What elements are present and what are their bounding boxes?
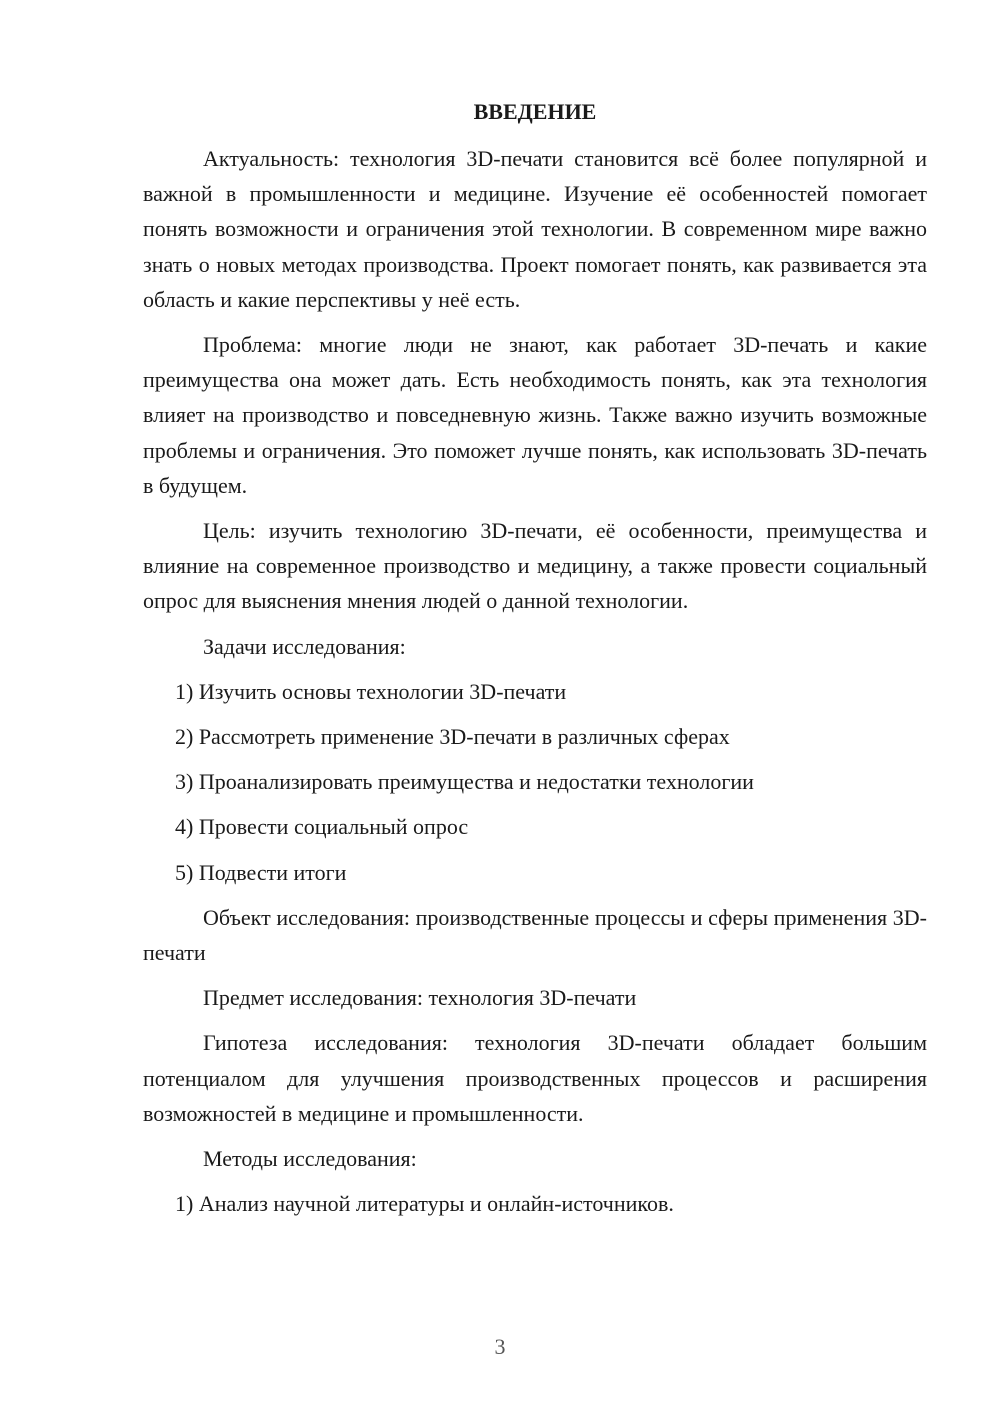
methods-heading: Методы исследования: bbox=[203, 1146, 417, 1172]
list-item: 5) Подвести итоги bbox=[175, 859, 347, 885]
list-item: 4) Провести социальный опрос bbox=[175, 814, 469, 840]
hypothesis-paragraph: Гипотеза исследования: технология 3D-печати обладает большим потенциалом для улучшения производственных процессов и расширения возможностей в медицине и промышленности. bbox=[143, 1030, 927, 1126]
page-number: 3 bbox=[494, 1334, 506, 1359]
list-item: 1) Анализ научной литературы и онлайн-источников. bbox=[175, 1191, 674, 1217]
list-item: 3) Проанализировать преимущества и недостатки технологии bbox=[175, 769, 754, 795]
page-body bbox=[143, 94, 927, 1231]
methods-list bbox=[143, 1186, 927, 1221]
relevance-paragraph: Актуальность: технология 3D-печати становится всё более популярной и важной в промышленности и медицине. Изучение её особенностей помогает понять возможности и ограничения этой технологии. В современном мире важно знать о новых методах производства. Проект помогает понять, как развивается эта область и какие перспективы у неё есть. bbox=[143, 146, 927, 312]
tasks-list bbox=[143, 674, 927, 890]
list-item: 2) Рассмотреть применение 3D-печати в различных сферах bbox=[175, 724, 730, 750]
list-item: 1) Изучить основы технологии 3D-печати bbox=[175, 678, 567, 704]
object-paragraph: Объект исследования: производственные процессы и сферы применения 3D-печати bbox=[143, 904, 927, 966]
subject-paragraph: Предмет исследования: технология 3D-печати bbox=[203, 985, 637, 1011]
tasks-heading: Задачи исследования: bbox=[203, 633, 406, 659]
problem-paragraph: Проблема: многие люди не знают, как работает 3D-печать и какие преимущества она может дать. Есть необходимость понять, как эта технология влияет на производство и повседневную жизнь. Также важно изучить возможные проблемы и ограничения. Это поможет лучше понять, как использовать 3D-печать в будущем. bbox=[143, 332, 927, 498]
section-title: ВВЕДЕНИЕ bbox=[473, 99, 597, 124]
goal-paragraph: Цель: изучить технологию 3D-печати, её особенности, преимущества и влияние на современное производство и медицину, а также провести социальный опрос для выяснения мнения людей о данной технологии. bbox=[143, 518, 927, 614]
